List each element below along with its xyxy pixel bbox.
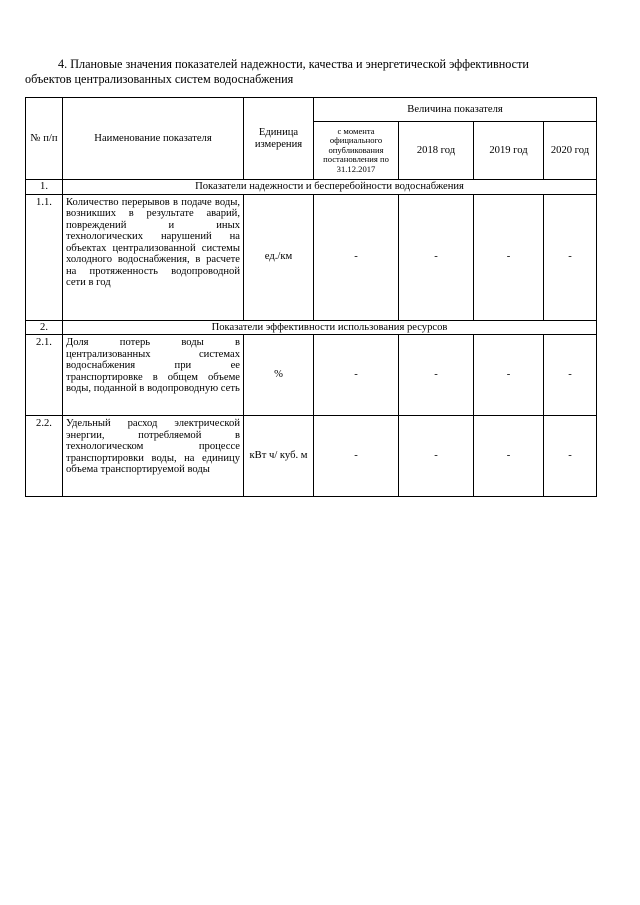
row-num: 2.2. <box>26 416 63 497</box>
table-row <box>26 335 597 416</box>
table-row <box>26 194 597 320</box>
row-value: - <box>314 335 399 416</box>
table-row <box>26 416 597 497</box>
row-num: 1.1. <box>26 194 63 320</box>
row-unit: кВт ч/ куб. м <box>244 416 314 497</box>
header-name: Наименование показателя <box>63 98 244 180</box>
row-value: - <box>474 194 544 320</box>
header-period-2020: 2020 год <box>544 122 597 180</box>
row-value: - <box>399 194 474 320</box>
header-period-2019: 2019 год <box>474 122 544 180</box>
section-title: Показатели эффективности использования ресурсов <box>63 320 597 335</box>
row-value: - <box>474 335 544 416</box>
row-value: - <box>544 194 597 320</box>
header-num: № п/п <box>26 98 63 180</box>
row-num: 2.1. <box>26 335 63 416</box>
header-period-initial: с момента официального опубликования постановления по 31.12.2017 <box>314 122 399 180</box>
row-name: Доля потерь воды в централизованных системах водоснабжения при ее транспортировке в общем объеме воды, поданной в водопроводную сеть <box>63 335 244 416</box>
row-unit: ед./км <box>244 194 314 320</box>
heading-line-2: объектов централизованных систем водоснабжения <box>25 72 294 86</box>
section-title: Показатели надежности и бесперебойности водоснабжения <box>63 180 597 195</box>
row-name: Количество перерывов в подаче воды, возникших в результате аварий, повреждений и иных технологических нарушений на объектах централизованной системы холодного водоснабжения, в расчете на протяженность водопроводной сети в год <box>63 194 244 320</box>
document-heading <box>25 57 615 87</box>
header-unit: Единица измерения <box>244 98 314 180</box>
row-value: - <box>314 416 399 497</box>
row-value: - <box>544 416 597 497</box>
row-unit: % <box>244 335 314 416</box>
row-value: - <box>399 335 474 416</box>
header-period-2018: 2018 год <box>399 122 474 180</box>
section-num: 1. <box>26 180 63 195</box>
row-value: - <box>474 416 544 497</box>
row-value: - <box>314 194 399 320</box>
row-value: - <box>399 416 474 497</box>
section-num: 2. <box>26 320 63 335</box>
header-value-group: Величина показателя <box>314 98 597 122</box>
heading-line-1: 4. Плановые значения показателей надежности, качества и энергетической эффективности <box>58 57 529 71</box>
row-name: Удельный расход электрической энергии, потребляемой в технологическом процессе транспортировки воды, на единицу объема транспортируемой воды <box>63 416 244 497</box>
row-value: - <box>544 335 597 416</box>
indicators-table <box>25 97 597 497</box>
